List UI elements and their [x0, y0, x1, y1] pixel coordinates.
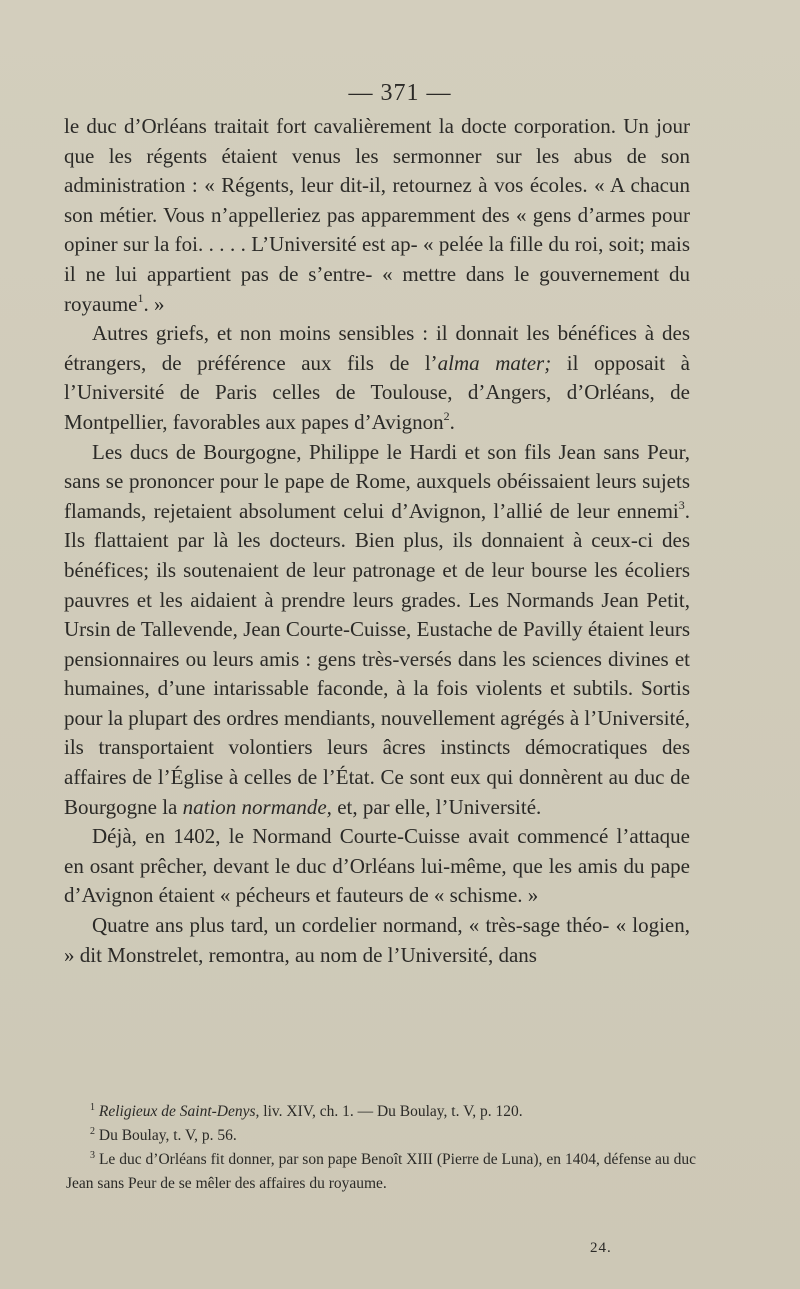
text-run: . »	[143, 291, 165, 316]
text-run: liv. XIV, ch. 1. — Du Boulay, t. V, p. 120.	[259, 1103, 523, 1120]
text-run: . Ils flattaient par là les docteurs. Bien plus, ils donnaient à ceux-ci des bénéfices; ils soutenaient de leur patronage et de leur bourse les écoliers pauvres et les aidaient à prendre leurs grades. Les Normands Jean Petit, Ursin de Tallevende, Jean Courte-Cuisse, Eustache de Pavilly étaient leurs pensionnaires ou leurs amis : gens très-versés dans les sciences divines et humaines, d’une intarissable faconde, à la fois violents et subtils. Sortis pour la plupart des ordres mendiants, nouvellement agrégés à l’Université, ils transportaient volontiers leurs âcres instincts démocratiques des affaires de l’Église à celles de l’État. Ce sont eux qui donnèrent au duc de Bourgogne la	[64, 498, 690, 819]
text-run: le duc d’Orléans traitait fort cavalièrement la docte corporation. Un jour que les régents étaient venus les sermonner sur les abus de son administration : « Régents, leur dit-il, retournez à vos écoles. « A chacun son métier. Vous n’appelleriez pas apparemment des « gens d’armes pour opiner sur la foi. . . . . L’Université est ap- « pelée la fille du roi, soit; mais il ne lui appartient pas de s’entre- « mettre dans le gouvernement du royaume	[64, 114, 690, 316]
signature-mark: 24.	[590, 1240, 612, 1256]
text-run: .	[449, 409, 455, 434]
text-run: il opposait à l’Université de Paris celles de Toulouse, d’Angers, d’Orléans, de Montpellier, favorables aux papes d’Avignon	[64, 350, 690, 434]
footnote	[66, 1148, 696, 1196]
paragraph	[64, 319, 690, 437]
paragraph	[64, 822, 690, 911]
paragraph	[64, 112, 690, 319]
paragraph	[64, 911, 690, 970]
footnote-ref: 2	[90, 1126, 95, 1137]
text-run: Du Boulay, t. V, p. 56.	[95, 1127, 237, 1144]
italic-text: nation normande,	[182, 794, 332, 819]
footnote-ref: 1	[90, 1102, 95, 1113]
text-run: Le duc d’Orléans fit donner, par son pape Benoît XIII (Pierre de Luna), en 1404, défense au duc Jean sans Peur de se mêler des affaires du royaume.	[66, 1151, 696, 1192]
text-run: Déjà, en 1402, le Normand Courte-Cuisse avait commencé l’attaque en osant prêcher, devant le duc d’Orléans lui-même, que les amis du pape d’Avignon étaient « pécheurs et fauteurs de « schisme. »	[64, 824, 690, 908]
text-run: Autres griefs, et non moins sensibles : il donnait les bénéfices à des étrangers, de préférence aux fils de l’	[64, 321, 690, 375]
footnote-ref: 3	[678, 497, 685, 512]
paragraph	[64, 438, 690, 823]
footnote-ref: 3	[90, 1150, 95, 1161]
italic-text: alma mater;	[437, 350, 552, 375]
footnote	[66, 1100, 696, 1124]
footnotes	[66, 1100, 696, 1196]
body-text	[64, 112, 690, 970]
footnote-ref: 2	[443, 408, 450, 423]
page-number: — 371 —	[348, 80, 452, 106]
text-run: et, par elle, l’Université.	[331, 794, 542, 819]
text-run: Quatre ans plus tard, un cordelier normand, « très-sage théo- « logien, » dit Monstrelet, remontra, au nom de l’Université, dans	[64, 913, 690, 967]
italic-text: Religieux de Saint-Denys,	[98, 1103, 260, 1120]
text-run: Les ducs de Bourgogne, Philippe le Hardi et son fils Jean sans Peur, sans se prononcer pour le pape de Rome, auxquels obéissaient leurs sujets flamands, rejetaient absolument celui d’Avignon, l’allié de leur ennemi	[64, 439, 690, 523]
footnote-ref: 1	[137, 290, 144, 305]
footnote	[66, 1124, 696, 1148]
